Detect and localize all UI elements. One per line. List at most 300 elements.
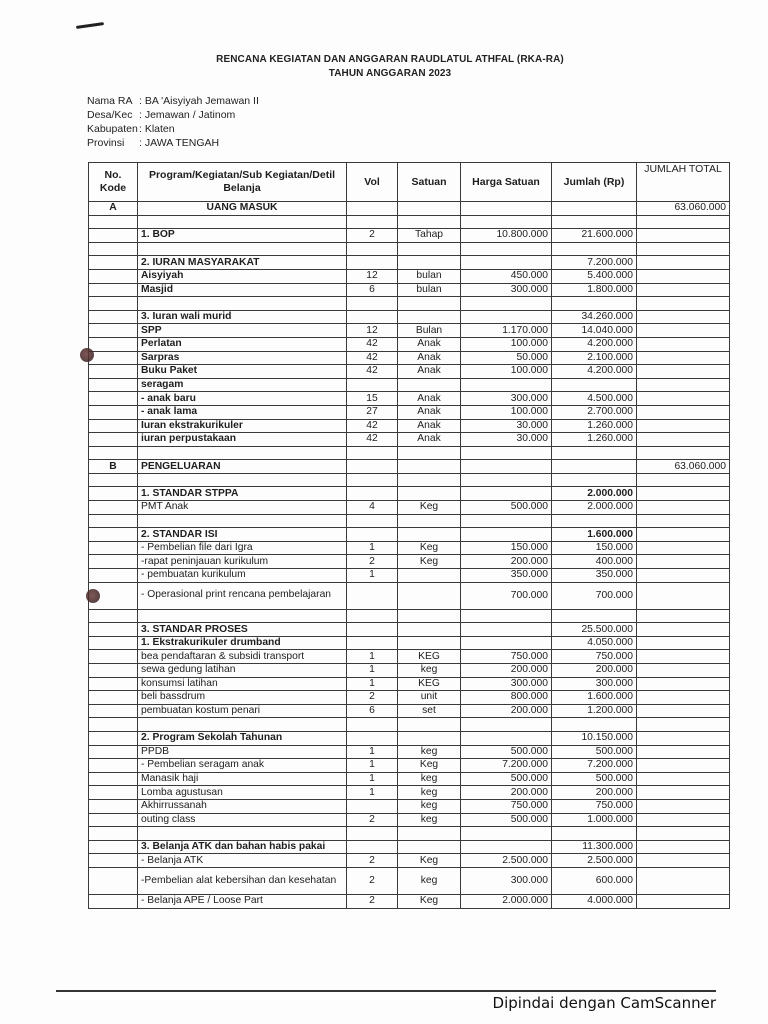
cell-jumlah-total [637,827,730,841]
cell-jumlah [552,215,637,229]
cell-harga-satuan: 200.000 [461,555,552,569]
cell-satuan: Bulan [398,324,461,338]
cell-harga-satuan [461,446,552,460]
cell-vol [347,310,398,324]
cell-vol [347,636,398,650]
cell-jumlah-total: 63.060.000 [637,460,730,474]
cell-jumlah: 1.200.000 [552,704,637,718]
cell-no-kode [89,636,138,650]
cell-satuan: bulan [398,269,461,283]
cell-vol [347,731,398,745]
cell-jumlah: 2.100.000 [552,351,637,365]
table-row [89,650,730,664]
cell-jumlah: 1.000.000 [552,813,637,827]
cell-jumlah [552,242,637,256]
cell-program: -Pembelian alat kebersihan dan kesehatan [138,867,347,894]
table-row [89,297,730,311]
table-row [89,623,730,637]
cell-program: 1. Ekstrakurikuler drumband [138,636,347,650]
cell-harga-satuan: 200.000 [461,664,552,678]
scan-mark [76,22,104,29]
cell-harga-satuan: 100.000 [461,337,552,351]
cell-program: beli bassdrum [138,691,347,705]
cell-no-kode [89,392,138,406]
cell-harga-satuan: 30.000 [461,433,552,447]
cell-vol [347,256,398,270]
cell-program: seragam [138,378,347,392]
table-row [89,704,730,718]
cell-jumlah: 10.150.000 [552,731,637,745]
cell-satuan: keg [398,772,461,786]
cell-no-kode [89,704,138,718]
table-row [89,840,730,854]
table-row [89,772,730,786]
cell-harga-satuan: 30.000 [461,419,552,433]
cell-program: 3. Belanja ATK dan bahan habis pakai [138,840,347,854]
cell-vol [347,473,398,487]
cell-vol: 1 [347,772,398,786]
cell-jumlah: 1.800.000 [552,283,637,297]
cell-no-kode [89,365,138,379]
document-subtitle: TAHUN ANGGARAN 2023 [328,68,452,79]
cell-jumlah-total [637,473,730,487]
table-row [89,473,730,487]
identity-row [87,122,259,136]
cell-jumlah: 14.040.000 [552,324,637,338]
cell-jumlah [552,297,637,311]
cell-satuan: Anak [398,419,461,433]
table-row [89,677,730,691]
cell-no-kode [89,433,138,447]
cell-harga-satuan [461,623,552,637]
table-row [89,365,730,379]
table-row [89,718,730,732]
cell-jumlah: 500.000 [552,772,637,786]
cell-harga-satuan [461,636,552,650]
cell-jumlah-total [637,582,730,609]
identity-row [87,94,259,108]
table-row [89,446,730,460]
table-row [89,813,730,827]
identity-row [87,108,259,122]
cell-jumlah-total [637,894,730,908]
cell-harga-satuan: 100.000 [461,405,552,419]
cell-jumlah-total [637,433,730,447]
cell-no-kode [89,731,138,745]
cell-satuan [398,514,461,528]
table-row [89,202,730,216]
cell-no-kode [89,827,138,841]
cell-jumlah-total [637,392,730,406]
cell-vol: 1 [347,745,398,759]
col-harga-satuan: Harga Satuan [461,163,552,202]
cell-vol: 15 [347,392,398,406]
table-row [89,894,730,908]
cell-jumlah-total [637,229,730,243]
cell-no-kode [89,840,138,854]
table-row [89,514,730,528]
cell-jumlah: 7.200.000 [552,759,637,773]
cell-jumlah: 1.600.000 [552,691,637,705]
cell-program: Masjid [138,283,347,297]
cell-vol: 1 [347,541,398,555]
cell-program: 1. STANDAR STPPA [138,487,347,501]
cell-no-kode [89,664,138,678]
cell-program: - anak baru [138,392,347,406]
cell-program: PENGELUARAN [138,460,347,474]
cell-jumlah [552,202,637,216]
cell-program [138,827,347,841]
cell-program: - Belanja APE / Loose Part [138,894,347,908]
cell-vol: 42 [347,419,398,433]
cell-jumlah: 7.200.000 [552,256,637,270]
cell-jumlah-total: 63.060.000 [637,202,730,216]
cell-satuan [398,582,461,609]
cell-jumlah [552,609,637,623]
cell-harga-satuan [461,473,552,487]
cell-jumlah-total [637,854,730,868]
cell-program: iuran perpustakaan [138,433,347,447]
table-row [89,419,730,433]
cell-jumlah: 2.500.000 [552,854,637,868]
cell-jumlah-total [637,283,730,297]
identity-value: : BA 'Aisyiyah Jemawan II [139,95,259,107]
cell-no-kode [89,569,138,583]
cell-no-kode [89,283,138,297]
cell-no-kode [89,405,138,419]
table-row [89,731,730,745]
cell-vol [347,718,398,732]
cell-jumlah: 25.500.000 [552,623,637,637]
cell-jumlah-total [637,297,730,311]
cell-harga-satuan: 450.000 [461,269,552,283]
identity-value: : Klaten [139,123,175,135]
cell-vol [347,827,398,841]
cell-no-kode [89,324,138,338]
cell-jumlah-total [637,731,730,745]
cell-jumlah: 1.260.000 [552,419,637,433]
table-body [89,202,730,909]
cell-satuan: Keg [398,854,461,868]
table-row [89,351,730,365]
cell-jumlah: 21.600.000 [552,229,637,243]
cell-satuan: Keg [398,501,461,515]
table-row [89,786,730,800]
cell-program: 2. Program Sekolah Tahunan [138,731,347,745]
cell-program: Manasik haji [138,772,347,786]
cell-vol: 2 [347,854,398,868]
cell-jumlah: 4.000.000 [552,894,637,908]
cell-harga-satuan [461,256,552,270]
cell-program: - anak lama [138,405,347,419]
cell-satuan: bulan [398,283,461,297]
cell-program: Lomba agustusan [138,786,347,800]
cell-jumlah: 150.000 [552,541,637,555]
cell-jumlah-total [637,310,730,324]
cell-satuan [398,623,461,637]
col-vol: Vol [347,163,398,202]
cell-harga-satuan [461,310,552,324]
table-row [89,229,730,243]
cell-satuan: Anak [398,365,461,379]
cell-satuan [398,487,461,501]
cell-satuan: keg [398,867,461,894]
cell-no-kode [89,555,138,569]
cell-vol: 42 [347,365,398,379]
cell-vol [347,242,398,256]
cell-satuan [398,569,461,583]
cell-satuan [398,242,461,256]
cell-jumlah [552,827,637,841]
table-row [89,854,730,868]
cell-jumlah: 400.000 [552,555,637,569]
cell-program: - Operasional print rencana pembelajaran [138,582,347,609]
table-row [89,242,730,256]
cell-vol [347,297,398,311]
cell-satuan [398,718,461,732]
cell-program: Aisyiyah [138,269,347,283]
cell-satuan: keg [398,664,461,678]
cell-vol: 2 [347,229,398,243]
cell-vol: 2 [347,894,398,908]
page-bottom-edge [56,990,716,992]
table-row [89,636,730,650]
cell-vol: 42 [347,433,398,447]
identity-key: Kabupaten [87,123,138,135]
identity-key: Provinsi [87,137,125,149]
cell-harga-satuan [461,827,552,841]
cell-satuan: set [398,704,461,718]
cell-jumlah [552,460,637,474]
cell-satuan: keg [398,786,461,800]
col-jumlah-total: JUMLAH TOTAL [637,163,730,202]
cell-program [138,609,347,623]
identity-value: : JAWA TENGAH [139,137,220,149]
cell-no-kode: B [89,460,138,474]
cell-satuan [398,446,461,460]
cell-program: 3. STANDAR PROSES [138,623,347,637]
cell-satuan [398,827,461,841]
cell-satuan [398,460,461,474]
cell-satuan [398,840,461,854]
table-row [89,569,730,583]
cell-satuan: Keg [398,555,461,569]
cell-harga-satuan: 300.000 [461,677,552,691]
cell-satuan: Tahap [398,229,461,243]
cell-jumlah-total [637,650,730,664]
table-row [89,337,730,351]
cell-program [138,446,347,460]
cell-harga-satuan: 350.000 [461,569,552,583]
cell-program: PMT Anak [138,501,347,515]
table-row [89,392,730,406]
cell-jumlah-total [637,378,730,392]
cell-jumlah-total [637,840,730,854]
table-row [89,582,730,609]
cell-harga-satuan: 800.000 [461,691,552,705]
cell-harga-satuan [461,202,552,216]
cell-harga-satuan: 150.000 [461,541,552,555]
cell-jumlah-total [637,691,730,705]
cell-jumlah: 750.000 [552,799,637,813]
cell-harga-satuan [461,487,552,501]
cell-jumlah-total [637,337,730,351]
cell-program: - Pembelian seragam anak [138,759,347,773]
cell-program: sewa gedung latihan [138,664,347,678]
cell-satuan: KEG [398,677,461,691]
cell-no-kode [89,786,138,800]
cell-no-kode [89,799,138,813]
cell-jumlah: 300.000 [552,677,637,691]
cell-no-kode [89,813,138,827]
cell-program: outing class [138,813,347,827]
cell-jumlah [552,446,637,460]
table-row [89,827,730,841]
table-row [89,867,730,894]
table-row [89,433,730,447]
cell-satuan [398,609,461,623]
cell-satuan: keg [398,813,461,827]
punch-hole [86,589,100,603]
cell-program: Akhirrussanah [138,799,347,813]
cell-no-kode [89,473,138,487]
cell-vol [347,202,398,216]
cell-harga-satuan [461,460,552,474]
cell-vol [347,623,398,637]
cell-program: Iuran ekstrakurikuler [138,419,347,433]
cell-harga-satuan: 300.000 [461,283,552,297]
cell-program: bea pendaftaran & subsidi transport [138,650,347,664]
cell-jumlah-total [637,324,730,338]
cell-no-kode: A [89,202,138,216]
cell-jumlah-total [637,555,730,569]
cell-satuan: Anak [398,337,461,351]
cell-satuan [398,202,461,216]
cell-satuan [398,528,461,542]
cell-program: Sarpras [138,351,347,365]
cell-harga-satuan: 750.000 [461,799,552,813]
cell-satuan [398,473,461,487]
cell-harga-satuan: 10.800.000 [461,229,552,243]
identity-block [87,94,259,150]
cell-harga-satuan [461,215,552,229]
cell-harga-satuan [461,514,552,528]
cell-satuan [398,297,461,311]
cell-program: 2. IURAN MASYARAKAT [138,256,347,270]
cell-no-kode [89,677,138,691]
cell-no-kode [89,215,138,229]
cell-vol [347,514,398,528]
cell-no-kode [89,867,138,894]
cell-no-kode [89,297,138,311]
cell-no-kode [89,609,138,623]
cell-jumlah-total [637,215,730,229]
cell-vol: 6 [347,704,398,718]
table-row [89,215,730,229]
cell-program [138,297,347,311]
cell-vol [347,528,398,542]
cell-harga-satuan: 750.000 [461,650,552,664]
cell-vol: 42 [347,337,398,351]
cell-no-kode [89,691,138,705]
cell-vol: 42 [347,351,398,365]
cell-vol: 1 [347,759,398,773]
cell-no-kode [89,541,138,555]
cell-satuan: Anak [398,405,461,419]
cell-vol: 1 [347,650,398,664]
cell-harga-satuan: 200.000 [461,704,552,718]
cell-no-kode [89,229,138,243]
cell-jumlah-total [637,242,730,256]
table-row [89,745,730,759]
table-row [89,664,730,678]
cell-no-kode [89,772,138,786]
cell-harga-satuan: 2.000.000 [461,894,552,908]
cell-jumlah-total [637,528,730,542]
cell-vol: 2 [347,867,398,894]
cell-jumlah: 200.000 [552,664,637,678]
col-no-kode: No. Kode [89,163,138,202]
budget-table [88,162,730,909]
col-jumlah: Jumlah (Rp) [552,163,637,202]
cell-harga-satuan [461,609,552,623]
cell-harga-satuan: 700.000 [461,582,552,609]
table-row [89,405,730,419]
cell-jumlah-total [637,569,730,583]
table-row [89,460,730,474]
cell-program: pembuatan kostum penari [138,704,347,718]
cell-vol: 2 [347,813,398,827]
cell-jumlah-total [637,609,730,623]
cell-harga-satuan: 500.000 [461,745,552,759]
cell-jumlah-total [637,786,730,800]
identity-value: : Jemawan / Jatinom [139,109,236,121]
cell-harga-satuan [461,528,552,542]
table-row [89,256,730,270]
cell-harga-satuan: 200.000 [461,786,552,800]
cell-vol [347,215,398,229]
cell-satuan [398,378,461,392]
cell-no-kode [89,487,138,501]
cell-jumlah: 4.050.000 [552,636,637,650]
cell-vol [347,460,398,474]
cell-jumlah-total [637,799,730,813]
cell-no-kode [89,501,138,515]
cell-jumlah-total [637,446,730,460]
cell-jumlah-total [637,867,730,894]
cell-jumlah-total [637,664,730,678]
cell-program [138,514,347,528]
cell-jumlah-total [637,487,730,501]
cell-satuan: KEG [398,650,461,664]
cell-harga-satuan: 300.000 [461,392,552,406]
cell-satuan [398,256,461,270]
cell-no-kode [89,242,138,256]
cell-jumlah-total [637,419,730,433]
cell-vol: 12 [347,324,398,338]
table-row [89,269,730,283]
cell-program: Buku Paket [138,365,347,379]
cell-no-kode [89,623,138,637]
table-row [89,799,730,813]
table-row [89,759,730,773]
table-row [89,609,730,623]
cell-jumlah-total [637,677,730,691]
cell-no-kode [89,528,138,542]
table-header-row [89,163,730,202]
cell-jumlah-total [637,256,730,270]
cell-jumlah-total [637,704,730,718]
